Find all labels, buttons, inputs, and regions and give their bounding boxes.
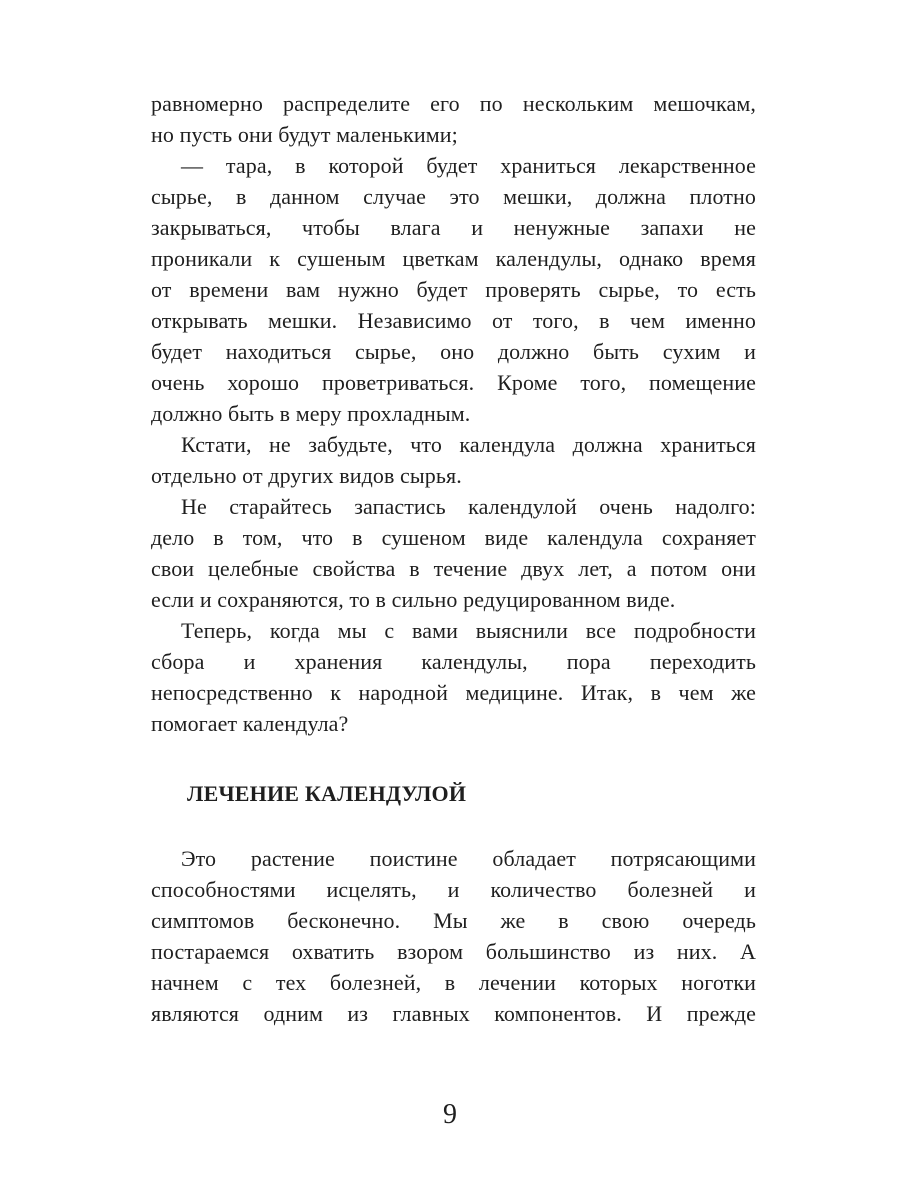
paragraph-line: от времени вам нужно будет проверять сырье, то есть bbox=[151, 277, 756, 302]
paragraph-line: являются одним из главных компонентов. И прежде bbox=[151, 1001, 756, 1026]
paragraph-line: начнем с тех болезней, в лечении которых ноготки bbox=[151, 970, 756, 995]
paragraph-shelf-life bbox=[151, 491, 756, 615]
paragraph-line: закрываться, чтобы влага и ненужные запахи не bbox=[151, 215, 756, 240]
paragraph-line: очень хорошо проветриваться. Кроме того, помещение bbox=[151, 370, 756, 395]
paragraph-line: Это растение поистине обладает потрясающими bbox=[181, 846, 756, 871]
top-text-block bbox=[151, 88, 756, 739]
page-number: 9 bbox=[443, 1099, 457, 1130]
paragraph-line: Теперь, когда мы с вами выяснили все подробности bbox=[181, 618, 756, 643]
paragraph-line: сырье, в данном случае это мешки, должна плотно bbox=[151, 184, 756, 209]
paragraph-line: открывать мешки. Независимо от того, в чем именно bbox=[151, 308, 756, 333]
paragraph-line: если и сохраняются, то в сильно редуцированном виде. bbox=[151, 587, 676, 612]
paragraph-line: постараемся охватить взором большинство из них. А bbox=[151, 939, 756, 964]
paragraph-line: свои целебные свойства в течение двух лет, а потом они bbox=[151, 556, 756, 581]
paragraph-storage-container bbox=[151, 150, 756, 429]
paragraph-line: проникали к сушеным цветкам календулы, однако время bbox=[151, 246, 756, 271]
paragraph-line: непосредственно к народной медицине. Итак, в чем же bbox=[151, 680, 756, 705]
paragraph-line: отдельно от других видов сырья. bbox=[151, 463, 462, 488]
paragraph-line: будет находиться сырье, оно должно быть сухим и bbox=[151, 339, 756, 364]
paragraph-line: помогает календула? bbox=[151, 711, 349, 736]
paragraph-line: дело в том, что в сушеном виде календула сохраняет bbox=[151, 525, 756, 550]
bottom-text-block bbox=[151, 843, 756, 1029]
paragraph-line: но пусть они будут маленькими; bbox=[151, 122, 458, 147]
paragraph-continuation bbox=[151, 88, 756, 150]
section-heading: ЛЕЧЕНИЕ КАЛЕНДУЛОЙ bbox=[187, 781, 467, 806]
paragraph-transition bbox=[151, 615, 756, 739]
paragraph-line: должно быть в меру прохладным. bbox=[151, 401, 471, 426]
paragraph-line: симптомов бесконечно. Мы же в свою очередь bbox=[151, 908, 756, 933]
paragraph-line: способностями исцелять, и количество болезней и bbox=[151, 877, 756, 902]
paragraph-line: — тара, в которой будет храниться лекарственное bbox=[181, 153, 756, 178]
paragraph-separate-storage bbox=[151, 429, 756, 491]
paragraph-line: Кстати, не забудьте, что календула должна храниться bbox=[181, 432, 756, 457]
paragraph-treatment-intro bbox=[151, 843, 756, 1029]
paragraph-line: сбора и хранения календулы, пора переходить bbox=[151, 649, 756, 674]
paragraph-line: Не старайтесь запастись календулой очень надолго: bbox=[181, 494, 756, 519]
paragraph-line: равномерно распределите его по нескольким мешочкам, bbox=[151, 91, 756, 116]
